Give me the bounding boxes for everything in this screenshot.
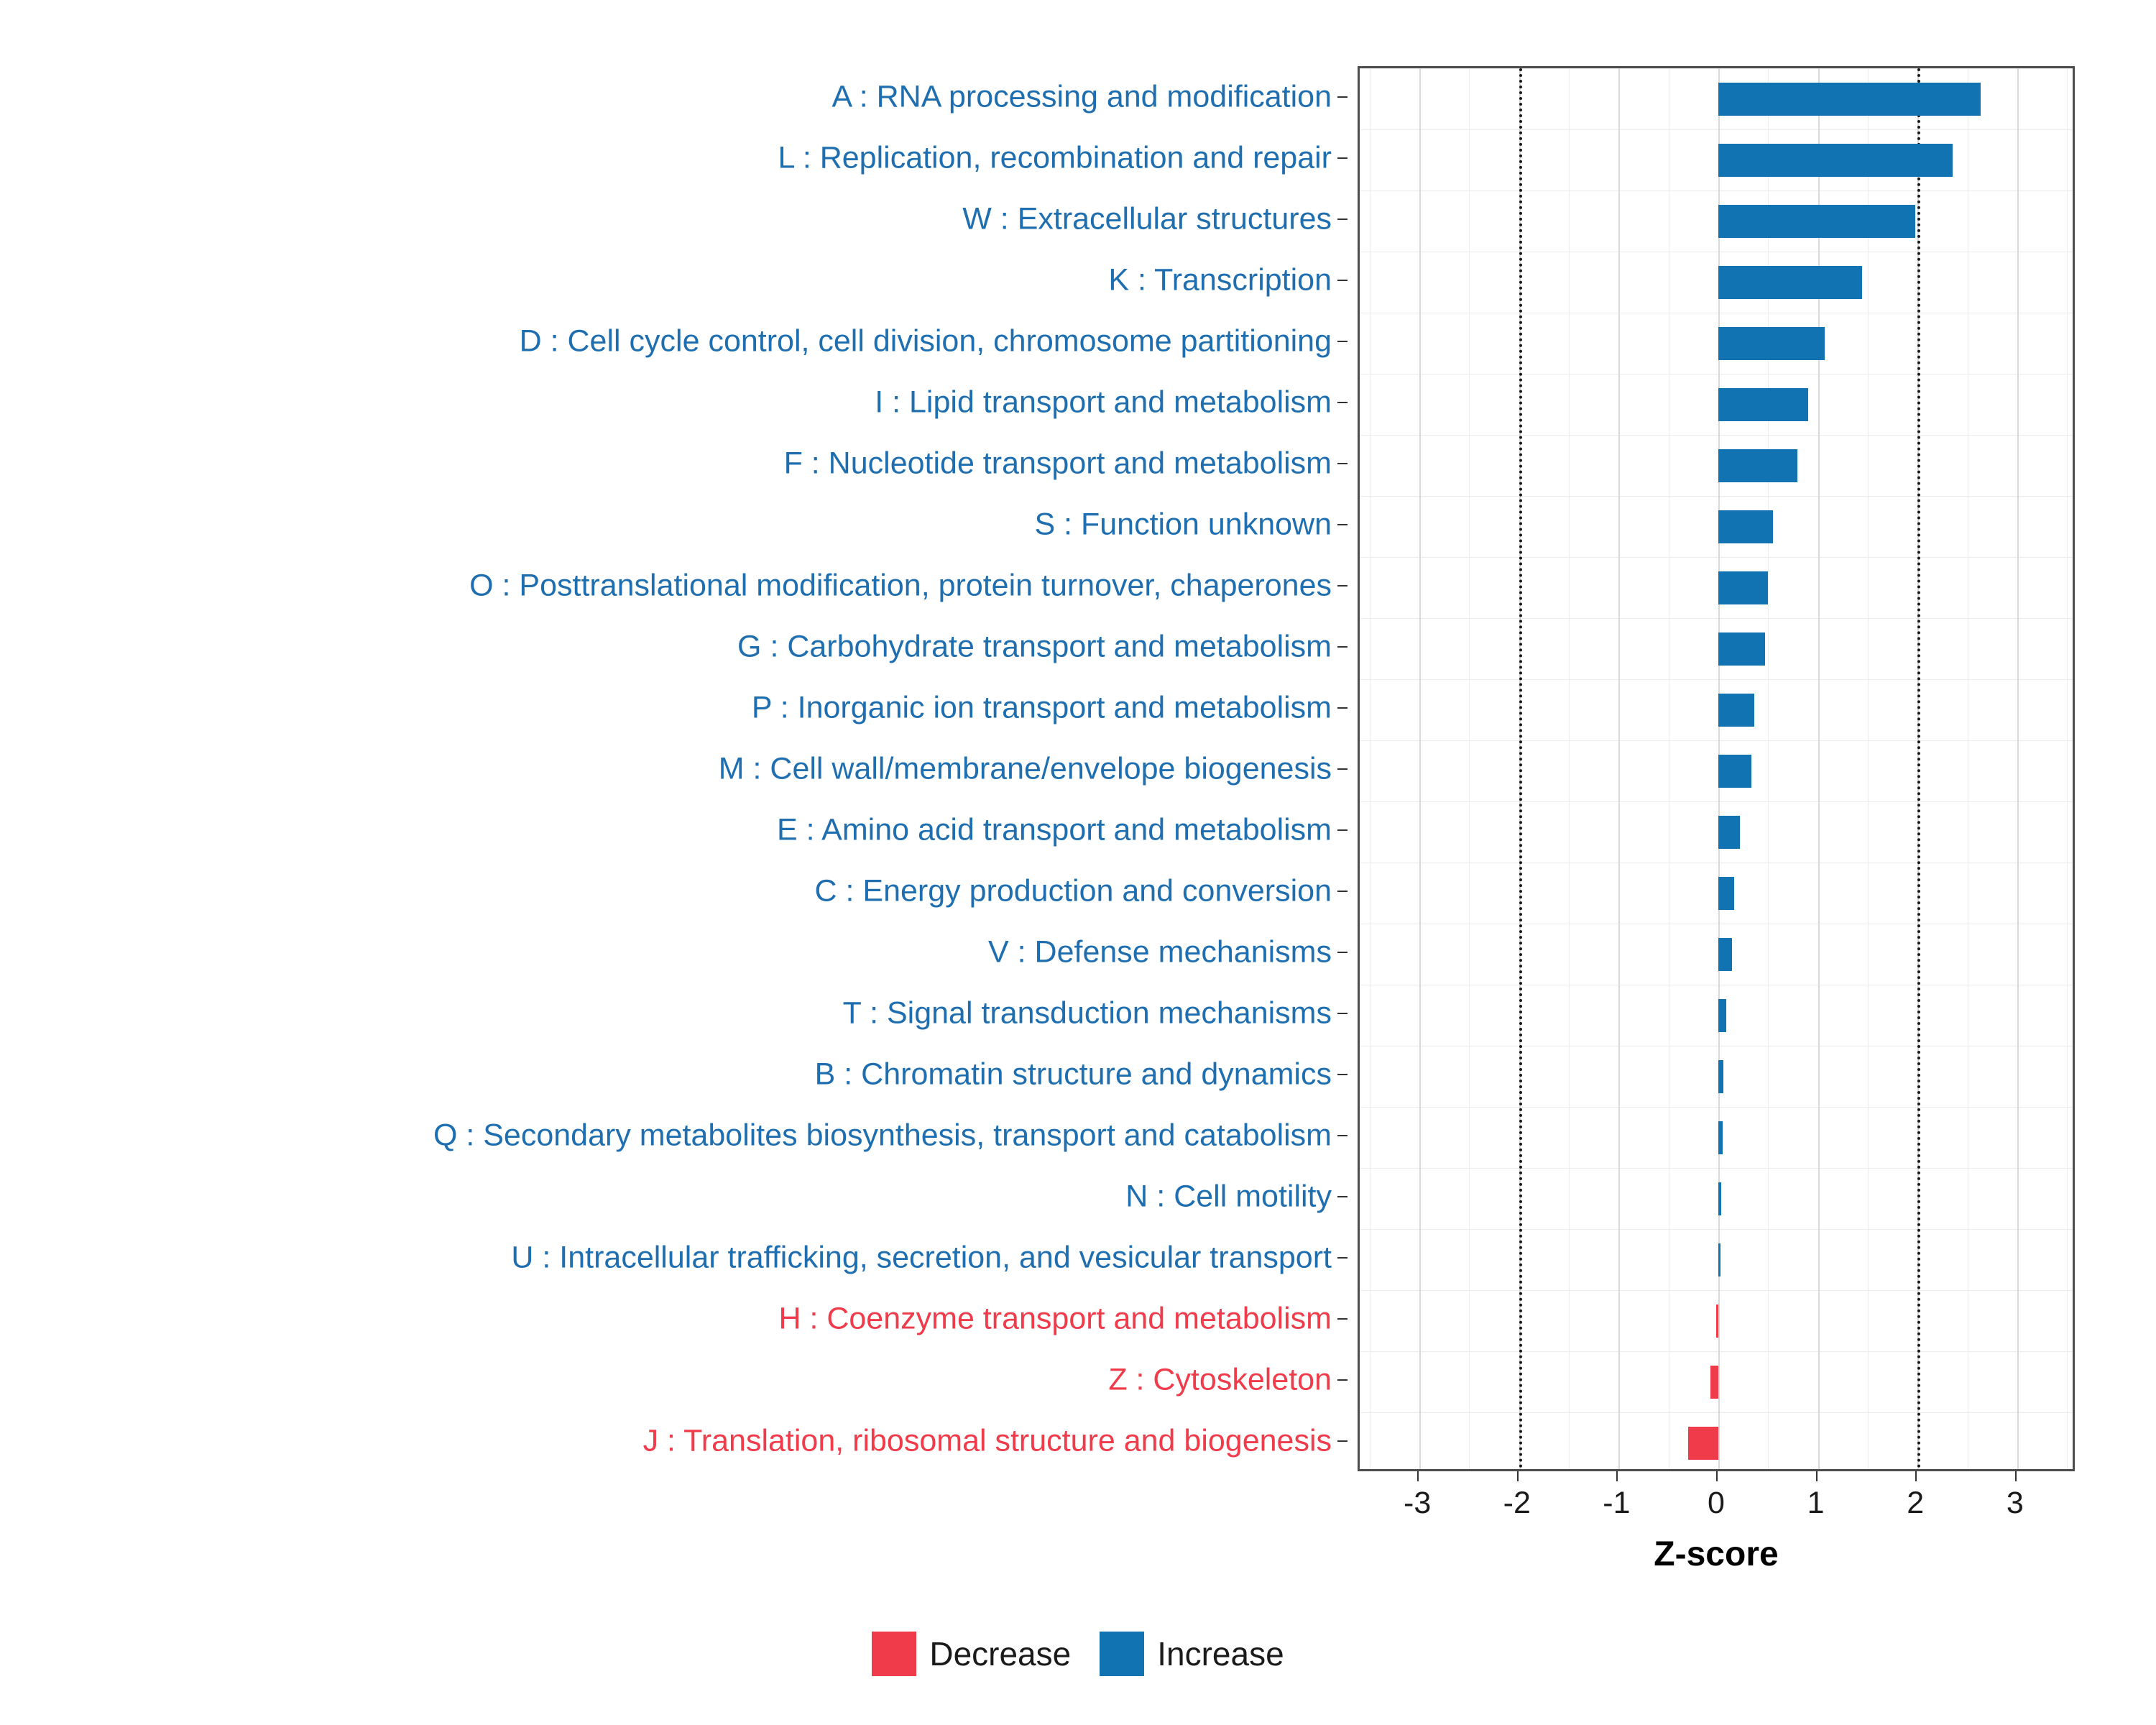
category-label-column <box>0 50 1348 1488</box>
x-axis-tick-label: 1 <box>1807 1486 1825 1520</box>
x-axis-tick-label: -3 <box>1404 1486 1432 1520</box>
y-axis-tick <box>1337 341 1348 342</box>
bar <box>1718 632 1765 666</box>
y-axis-tick <box>1337 402 1348 403</box>
bar <box>1718 938 1732 971</box>
category-label: H : Coenzyme transport and metabolism <box>778 1301 1332 1335</box>
y-axis-tick <box>1337 891 1348 892</box>
minor-gridline <box>2067 68 2068 1469</box>
horizontal-gridline <box>1360 1351 2073 1352</box>
legend-label: Increase <box>1157 1635 1284 1673</box>
x-axis-tick <box>1616 1471 1618 1481</box>
y-axis-tick <box>1337 280 1348 281</box>
horizontal-gridline <box>1360 679 2073 680</box>
legend-item <box>1100 1632 1284 1676</box>
category-label: J : Translation, ribosomal structure and biogenesis <box>642 1423 1332 1458</box>
threshold-line <box>1519 68 1522 1469</box>
horizontal-gridline <box>1360 68 2073 69</box>
y-axis-tick <box>1337 463 1348 464</box>
category-label: I : Lipid transport and metabolism <box>875 385 1332 419</box>
bar <box>1718 510 1773 543</box>
category-label: C : Energy production and conversion <box>814 873 1332 908</box>
horizontal-gridline <box>1360 1107 2073 1108</box>
x-axis-tick <box>1517 1471 1519 1481</box>
category-label: B : Chromatin structure and dynamics <box>814 1057 1332 1091</box>
bar <box>1718 1121 1723 1154</box>
bar <box>1718 999 1726 1032</box>
x-axis-title: Z-score <box>1654 1535 1779 1573</box>
bar <box>1718 266 1862 299</box>
x-axis-tick-label: 3 <box>2006 1486 2024 1520</box>
category-label: Z : Cytoskeleton <box>1108 1362 1332 1397</box>
bar <box>1718 388 1808 421</box>
horizontal-gridline <box>1360 496 2073 497</box>
minor-gridline <box>1868 68 1869 1469</box>
legend-label: Decrease <box>929 1635 1072 1673</box>
y-axis-tick <box>1337 646 1348 648</box>
threshold-line <box>1917 68 1920 1469</box>
horizontal-gridline <box>1360 618 2073 619</box>
bar <box>1718 755 1751 788</box>
bar <box>1718 816 1740 849</box>
bar <box>1716 1305 1718 1338</box>
y-axis-tick <box>1337 1379 1348 1381</box>
category-label: O : Posttranslational modification, protein turnover, chaperones <box>469 568 1332 602</box>
y-axis-tick <box>1337 585 1348 586</box>
plot-panel <box>1358 66 2075 1471</box>
x-axis-tick <box>1816 1471 1818 1481</box>
horizontal-gridline <box>1360 129 2073 130</box>
major-gridline <box>1419 68 1421 1469</box>
y-axis-tick <box>1337 1013 1348 1014</box>
x-axis-tick <box>1915 1471 1917 1481</box>
horizontal-gridline <box>1360 740 2073 741</box>
bar <box>1718 449 1797 482</box>
bar <box>1718 1060 1723 1093</box>
bar <box>1718 694 1754 727</box>
y-axis-tick <box>1337 1196 1348 1197</box>
bar <box>1718 205 1915 238</box>
minor-gridline <box>1469 68 1470 1469</box>
category-label: F : Nucleotide transport and metabolism <box>783 446 1332 480</box>
major-gridline <box>1618 68 1620 1469</box>
category-label: K : Transcription <box>1108 262 1332 297</box>
category-label: A : RNA processing and modification <box>831 79 1332 114</box>
horizontal-gridline <box>1360 801 2073 802</box>
horizontal-gridline <box>1360 862 2073 863</box>
y-axis-tick <box>1337 157 1348 159</box>
x-axis-tick <box>1716 1471 1718 1481</box>
y-axis-tick <box>1337 524 1348 525</box>
horizontal-gridline <box>1360 190 2073 191</box>
horizontal-gridline <box>1360 557 2073 558</box>
y-axis-tick <box>1337 1074 1348 1075</box>
horizontal-gridline <box>1360 1168 2073 1169</box>
x-axis-tick-label: 0 <box>1708 1486 1725 1520</box>
bar <box>1688 1427 1718 1460</box>
major-gridline <box>2017 68 2019 1469</box>
category-label: P : Inorganic ion transport and metabolism <box>751 690 1332 724</box>
y-axis-tick <box>1337 1440 1348 1442</box>
category-label: D : Cell cycle control, cell division, chromosome partitioning <box>519 323 1332 358</box>
legend-swatch <box>1100 1632 1144 1676</box>
legend-swatch <box>872 1632 916 1676</box>
minor-gridline <box>1569 68 1570 1469</box>
horizontal-gridline <box>1360 1290 2073 1291</box>
category-label: G : Carbohydrate transport and metabolism <box>737 629 1332 663</box>
category-label: Q : Secondary metabolites biosynthesis, transport and catabolism <box>433 1118 1332 1152</box>
x-axis-tick-label: -1 <box>1603 1486 1631 1520</box>
category-label: S : Function unknown <box>1034 507 1332 541</box>
bar <box>1718 327 1825 360</box>
category-label: M : Cell wall/membrane/envelope biogenesis <box>718 751 1332 786</box>
category-label: T : Signal transduction mechanisms <box>842 995 1332 1030</box>
bar <box>1718 1182 1721 1215</box>
horizontal-gridline <box>1360 1412 2073 1413</box>
category-label: N : Cell motility <box>1125 1179 1332 1213</box>
y-axis-tick <box>1337 1257 1348 1259</box>
x-axis-tick-label: 2 <box>1907 1486 1925 1520</box>
category-label: E : Amino acid transport and metabolism <box>777 812 1332 847</box>
legend <box>0 1632 2156 1676</box>
x-axis-tick <box>2015 1471 2017 1481</box>
category-label: U : Intracellular trafficking, secretion, and vesicular transport <box>511 1240 1332 1274</box>
bar <box>1718 144 1953 177</box>
category-label: V : Defense mechanisms <box>988 934 1332 969</box>
category-label: L : Replication, recombination and repair <box>778 140 1332 175</box>
bar <box>1718 877 1734 910</box>
bar <box>1718 1243 1720 1276</box>
bar <box>1718 571 1768 604</box>
y-axis-tick <box>1337 218 1348 220</box>
category-label: W : Extracellular structures <box>962 201 1332 236</box>
y-axis-tick <box>1337 96 1348 98</box>
x-axis-tick-label: -2 <box>1503 1486 1531 1520</box>
y-axis-tick <box>1337 768 1348 770</box>
bar <box>1718 83 1981 116</box>
y-axis-tick <box>1337 707 1348 709</box>
y-axis-tick <box>1337 952 1348 953</box>
legend-item <box>872 1632 1071 1676</box>
y-axis-tick <box>1337 1135 1348 1136</box>
y-axis-tick <box>1337 829 1348 831</box>
y-axis-tick <box>1337 1318 1348 1320</box>
horizontal-gridline <box>1360 435 2073 436</box>
bar <box>1710 1366 1718 1399</box>
horizontal-gridline <box>1360 1229 2073 1230</box>
x-axis-tick <box>1417 1471 1419 1481</box>
